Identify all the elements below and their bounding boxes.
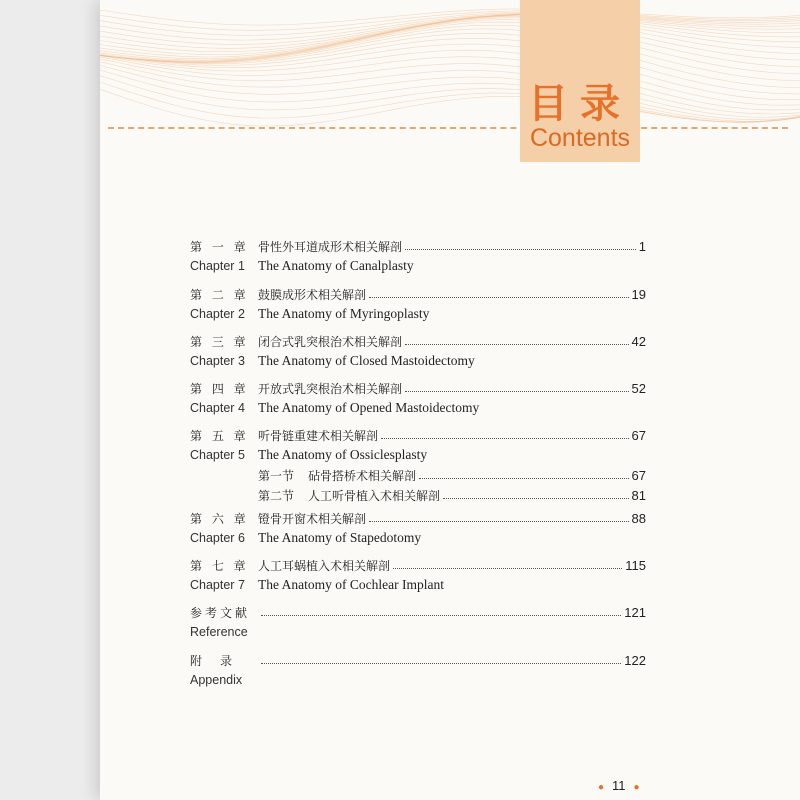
chapter-number-cn: 第 五 章 bbox=[190, 428, 249, 443]
chapter-title-en: The Anatomy of Ossiclesplasty bbox=[258, 447, 428, 462]
page-title-en: Contents bbox=[529, 124, 631, 152]
chapter-number-cn: 第 一 章 bbox=[190, 239, 249, 254]
page-number: 42 bbox=[631, 333, 646, 349]
chapter-title-en: The Anatomy of Closed Mastoidectomy bbox=[258, 353, 475, 368]
reference-label-en: Reference bbox=[190, 625, 248, 639]
chapter-title-cn: 闭合式乳突根治术相关解剖 bbox=[258, 334, 403, 349]
chapter-number-cn: 第 四 章 bbox=[190, 381, 249, 396]
chapter-number-en: Chapter 1 bbox=[190, 259, 245, 273]
appendix-label-cn: 附 录 bbox=[190, 653, 236, 668]
appendix-label-en: Appendix bbox=[190, 673, 243, 687]
toc-section-5-2[interactable] bbox=[190, 485, 646, 505]
wave-line bbox=[100, 38, 800, 94]
dot-leader bbox=[261, 663, 621, 664]
page-footer bbox=[590, 778, 648, 793]
toc-entry-chapter-4[interactable] bbox=[190, 378, 646, 418]
chapter-number-en: Chapter 7 bbox=[190, 578, 245, 592]
page-number: 122 bbox=[624, 652, 646, 668]
chapter-title-cn: 骨性外耳道成形术相关解剖 bbox=[258, 239, 403, 254]
footer-dot-right: ● bbox=[633, 782, 640, 793]
toc-section-5-1[interactable] bbox=[190, 465, 646, 485]
wave-line bbox=[100, 44, 800, 100]
decorative-wave-lines bbox=[100, 0, 800, 130]
dot-leader bbox=[419, 478, 629, 479]
dot-leader bbox=[393, 568, 622, 569]
dot-leader bbox=[405, 249, 636, 250]
dot-leader bbox=[381, 438, 629, 439]
chapter-number-en: Chapter 3 bbox=[190, 354, 245, 368]
page-number: 52 bbox=[631, 380, 646, 396]
wave-line bbox=[100, 76, 800, 123]
dot-leader bbox=[369, 297, 629, 298]
book-page bbox=[100, 0, 800, 800]
section-title: 砧骨搭桥术相关解剖 bbox=[308, 468, 417, 483]
page-number: 67 bbox=[631, 467, 646, 483]
dot-leader bbox=[369, 521, 629, 522]
page-number: 19 bbox=[631, 286, 646, 302]
wave-line bbox=[100, 25, 800, 74]
page-number: 1 bbox=[638, 238, 646, 254]
dot-leader bbox=[261, 615, 621, 616]
dot-leader bbox=[443, 498, 629, 499]
section-title: 人工听骨植入术相关解剖 bbox=[308, 488, 441, 503]
page-number: 67 bbox=[631, 427, 646, 443]
chapter-number-en: Chapter 2 bbox=[190, 307, 245, 321]
toc-entry-chapter-3[interactable] bbox=[190, 331, 646, 371]
chapter-number-cn: 第 三 章 bbox=[190, 334, 249, 349]
page-title-cn: 目录 bbox=[528, 81, 632, 127]
chapter-number-cn: 第 七 章 bbox=[190, 558, 249, 573]
toc-entry-chapter-5[interactable] bbox=[190, 425, 646, 505]
page-number-footer: 11 bbox=[612, 778, 626, 793]
page-number: 88 bbox=[631, 510, 646, 526]
chapter-number-en: Chapter 6 bbox=[190, 531, 245, 545]
dot-leader bbox=[405, 391, 629, 392]
page-number: 115 bbox=[625, 557, 646, 573]
chapter-title-en: The Anatomy of Opened Mastoidectomy bbox=[258, 400, 480, 415]
section-number: 第二节 bbox=[258, 488, 295, 503]
wave-line bbox=[100, 9, 800, 25]
wave-line bbox=[100, 29, 800, 81]
chapter-title-cn: 听骨链重建术相关解剖 bbox=[258, 428, 379, 443]
chapter-number-en: Chapter 4 bbox=[190, 401, 245, 415]
toc-entry-appendix[interactable] bbox=[190, 650, 646, 690]
chapter-title-cn: 人工耳蜗植入术相关解剖 bbox=[258, 558, 391, 573]
chapter-number-en: Chapter 5 bbox=[190, 448, 245, 462]
toc-entry-chapter-1[interactable] bbox=[190, 236, 646, 276]
page-number: 81 bbox=[631, 487, 646, 503]
chapter-number-cn: 第 二 章 bbox=[190, 287, 249, 302]
chapter-title-en: The Anatomy of Stapedotomy bbox=[258, 530, 422, 545]
chapter-title-cn: 开放式乳突根治术相关解剖 bbox=[258, 381, 403, 396]
header-dashed-divider bbox=[108, 127, 788, 129]
footer-dot-left: ● bbox=[598, 782, 605, 793]
reference-label-cn: 参考文献 bbox=[190, 605, 251, 620]
toc-entry-chapter-7[interactable] bbox=[190, 555, 646, 595]
page-number: 121 bbox=[624, 604, 646, 620]
chapter-title-en: The Anatomy of Myringoplasty bbox=[258, 306, 430, 321]
toc-entry-chapter-2[interactable] bbox=[190, 284, 646, 324]
dot-leader bbox=[405, 344, 629, 345]
toc-entry-reference[interactable] bbox=[190, 602, 646, 642]
chapter-number-cn: 第 六 章 bbox=[190, 511, 249, 526]
section-number: 第一节 bbox=[258, 468, 295, 483]
toc-entry-chapter-6[interactable] bbox=[190, 508, 646, 548]
chapter-title-cn: 鼓膜成形术相关解剖 bbox=[258, 287, 367, 302]
chapter-title-cn: 镫骨开窗术相关解剖 bbox=[258, 511, 367, 526]
chapter-title-en: The Anatomy of Canalplasty bbox=[258, 258, 414, 273]
chapter-title-en: The Anatomy of Cochlear Implant bbox=[258, 577, 444, 592]
